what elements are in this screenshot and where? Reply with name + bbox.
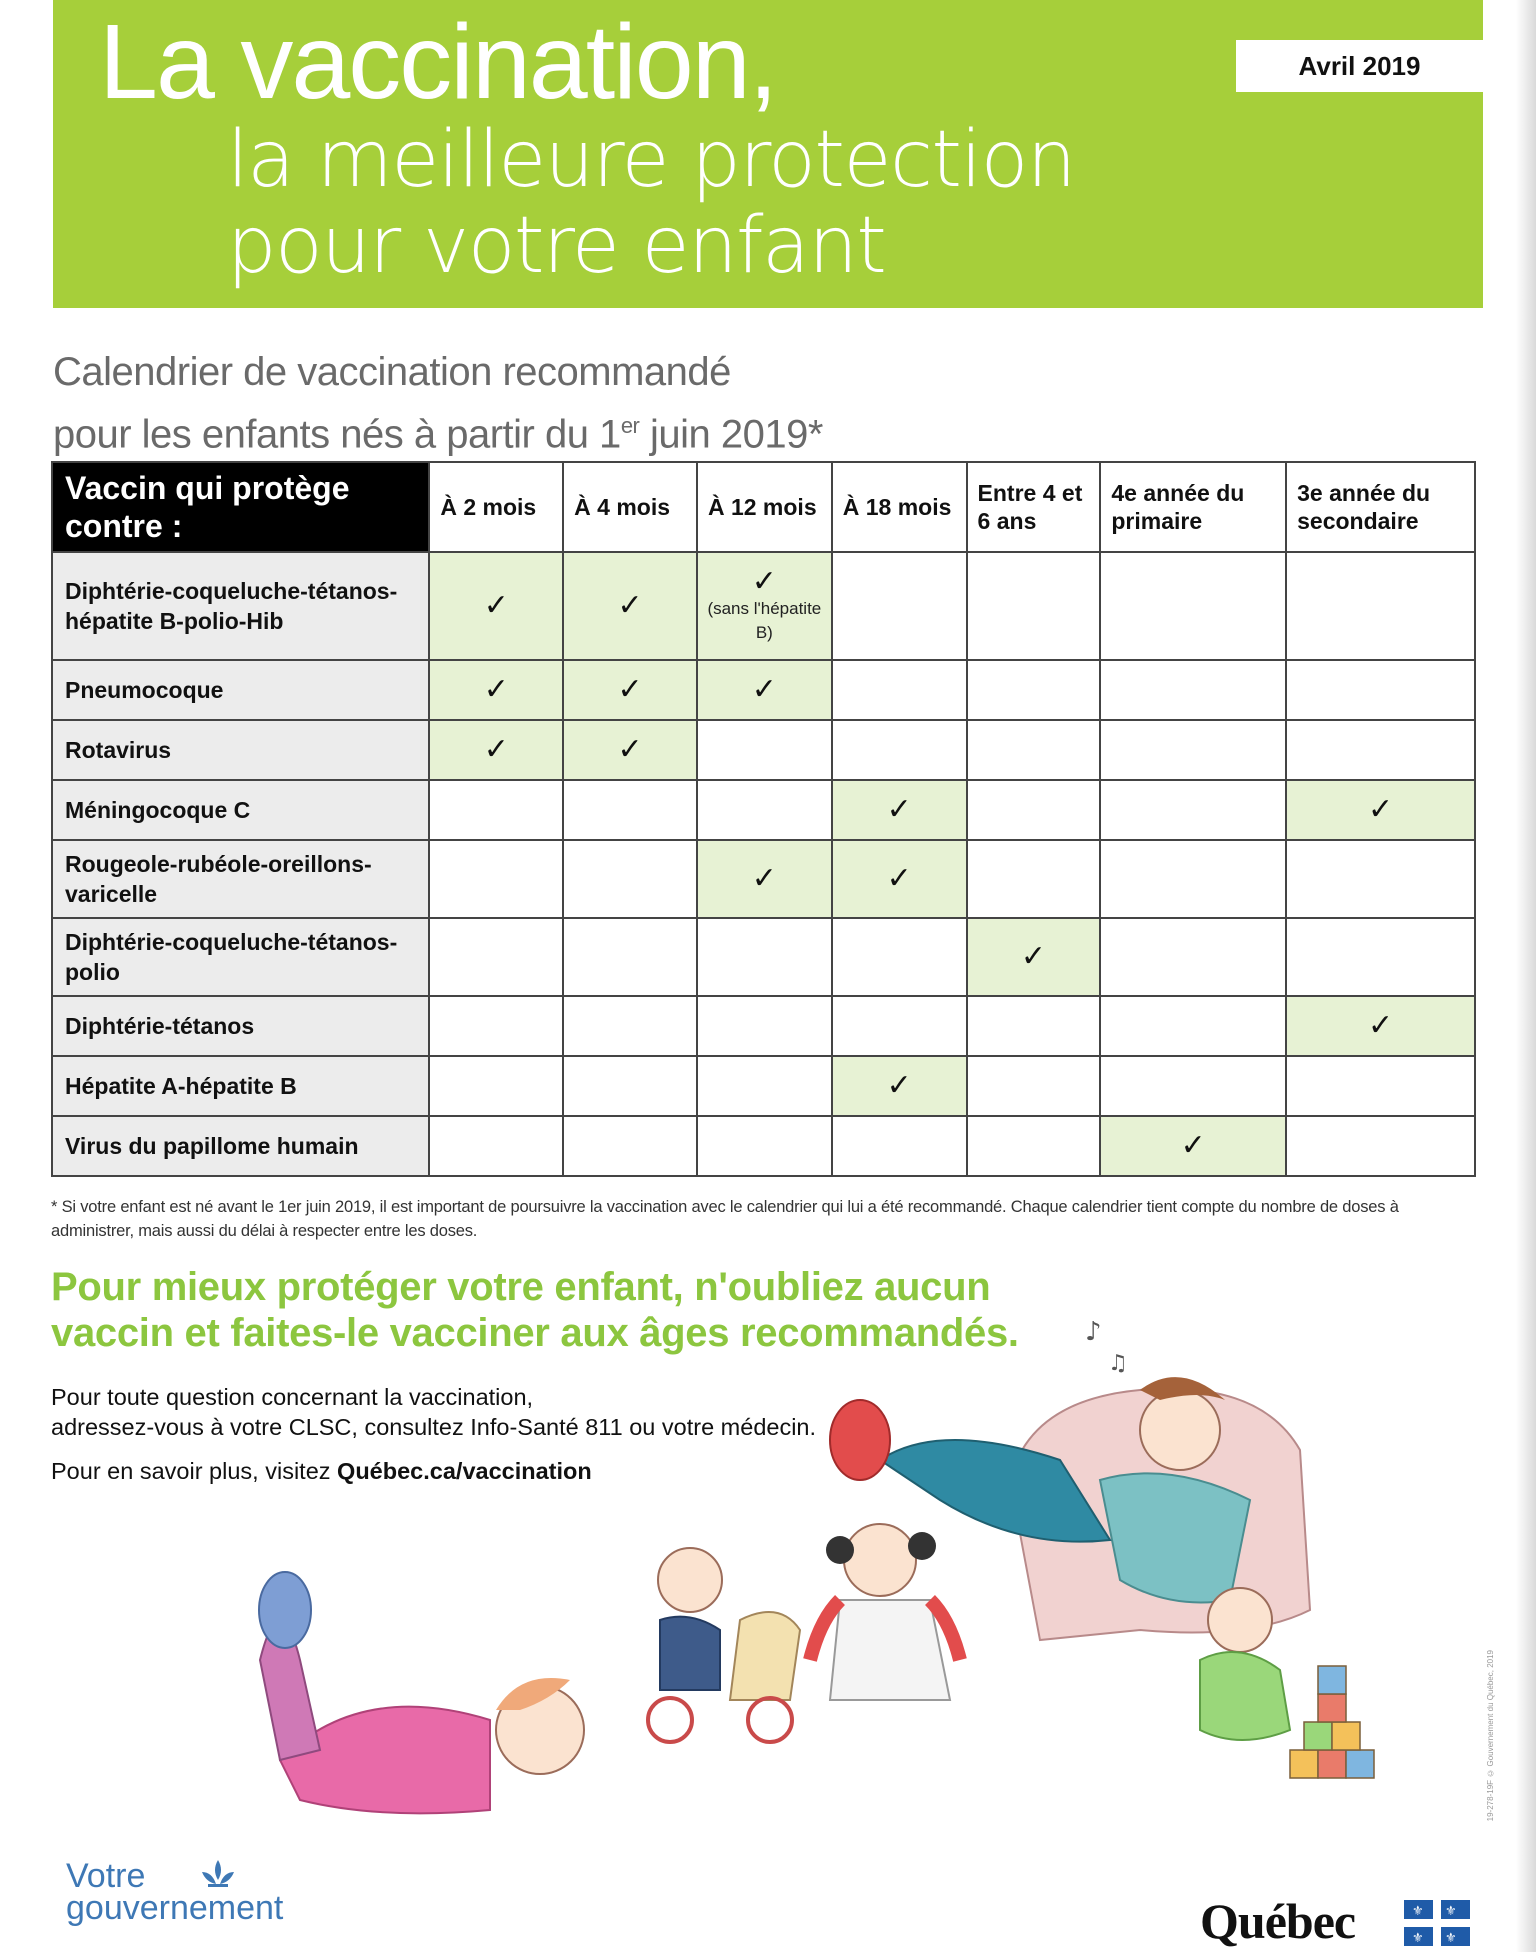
teen-shoe — [830, 1400, 890, 1480]
svg-text:⚜: ⚜ — [1445, 1904, 1457, 1919]
date-badge: Avril 2019 — [1236, 40, 1483, 92]
vaccine-column-header: Vaccin qui protège contre : — [52, 462, 429, 552]
checkmark-icon: ✓ — [617, 733, 643, 766]
schedule-cell — [832, 996, 967, 1056]
title-main: La vaccination, — [99, 3, 777, 121]
vaccine-name: Rougeole-rubéole-oreillons-varicelle — [52, 840, 429, 918]
boy-head — [658, 1548, 722, 1612]
checkmark-icon: ✓ — [617, 673, 643, 706]
col-header: À 12 mois — [697, 462, 832, 552]
schedule-cell — [697, 996, 832, 1056]
schedule-cell — [967, 918, 1101, 996]
checkmark-icon: ✓ — [483, 673, 509, 706]
schedule-cell — [967, 840, 1101, 918]
schedule-cell — [832, 840, 967, 918]
schedule-cell — [1100, 780, 1286, 840]
col-header: 3e année du secondaire — [1286, 462, 1475, 552]
table-row — [52, 1116, 1475, 1176]
svg-text:⚜: ⚜ — [1412, 1931, 1424, 1946]
vaccine-name: Diphtérie-coqueluche-tétanos-polio — [52, 918, 429, 996]
schedule-cell — [697, 840, 832, 918]
vaccine-name: Rotavirus — [52, 720, 429, 780]
schedule-cell — [1100, 720, 1286, 780]
svg-text:⚜: ⚜ — [1412, 1904, 1424, 1919]
schedule-cell — [1100, 1056, 1286, 1116]
girl-head — [844, 1524, 916, 1596]
schedule-cell — [1286, 720, 1475, 780]
schedule-cell — [1286, 1056, 1475, 1116]
schedule-cell — [563, 720, 697, 780]
boy-shirt — [660, 1617, 720, 1690]
schedule-subtitle — [53, 345, 823, 461]
contact-line-1: Pour toute question concernant la vaccination, — [51, 1384, 534, 1410]
checkmark-icon: ✓ — [751, 673, 777, 706]
checkmark-icon: ✓ — [886, 1069, 912, 1102]
schedule-cell — [563, 552, 697, 660]
col-header: À 18 mois — [832, 462, 967, 552]
contact-line-2: adressez-vous à votre CLSC, consultez Info-Santé 811 ou votre médecin. — [51, 1414, 817, 1440]
schedule-cell — [1286, 840, 1475, 918]
schedule-cell — [697, 1056, 832, 1116]
schedule-cell — [967, 996, 1101, 1056]
rocking-horse — [730, 1612, 800, 1700]
schedule-cell — [563, 996, 697, 1056]
col-header: À 4 mois — [563, 462, 697, 552]
schedule-cell — [563, 1056, 697, 1116]
schedule-cell — [563, 918, 697, 996]
table-row — [52, 918, 1475, 996]
title-subline-2: pour votre enfant — [227, 201, 886, 291]
cell-note: (sans l'hépatite B) — [707, 599, 822, 642]
table-row — [52, 1056, 1475, 1116]
schedule-cell — [967, 552, 1101, 660]
schedule-cell — [563, 780, 697, 840]
schedule-cell — [1100, 552, 1286, 660]
schedule-cell — [1286, 918, 1475, 996]
footnote: * Si votre enfant est né avant le 1er juin 2019, il est important de poursuivre la vaccination avec le calendrier qui lui a été recommandé. Chaque calendrier tient compte du nombre de doses à administrer, mais aussi du délai à respecter entre les doses. — [51, 1198, 1399, 1240]
website-link[interactable]: Québec.ca/vaccination — [337, 1458, 592, 1484]
slogan-line-2: vaccin et faites-le vacciner aux âges recommandés. — [51, 1311, 1019, 1355]
schedule-cell — [832, 720, 967, 780]
schedule-cell — [967, 1116, 1101, 1176]
schedule-cell — [1286, 660, 1475, 720]
vaccine-name: Pneumocoque — [52, 660, 429, 720]
col-header: À 2 mois — [429, 462, 563, 552]
vaccine-name: Diphtérie-tétanos — [52, 996, 429, 1056]
schedule-cell — [832, 918, 967, 996]
schedule-cell — [697, 720, 832, 780]
schedule-cell — [429, 1056, 563, 1116]
quebec-wordmark: Québec — [1200, 1893, 1356, 1949]
music-note-icon: ♫ — [1108, 1351, 1128, 1376]
side-credit: 19-278-19F © Gouvernement du Québec, 2019 — [1486, 1650, 1495, 1822]
table-row — [52, 840, 1475, 918]
checkmark-icon: ✓ — [1367, 793, 1394, 826]
teen-head — [1140, 1390, 1220, 1470]
schedule-cell — [1286, 1116, 1475, 1176]
vaccine-name: Virus du papillome humain — [52, 1116, 429, 1176]
checkmark-icon: ✓ — [1180, 1129, 1206, 1162]
table-row — [52, 720, 1475, 780]
girl-hair-bun — [826, 1536, 854, 1564]
vaccine-name: Méningocoque C — [52, 780, 429, 840]
schedule-cell — [697, 918, 832, 996]
subtitle-line-1: Calendrier de vaccination recommandé — [53, 350, 731, 394]
toddler-body — [1200, 1652, 1290, 1740]
table-row — [52, 552, 1475, 660]
toy-blocks — [1290, 1666, 1374, 1778]
slogan-line-1: Pour mieux protéger votre enfant, n'oubliez aucun — [51, 1265, 991, 1309]
vaccine-name: Hépatite A-hépatite B — [52, 1056, 429, 1116]
schedule-cell — [429, 1116, 563, 1176]
schedule-cell — [832, 660, 967, 720]
schedule-cell — [429, 720, 563, 780]
votre-gouvernement-logo — [66, 1857, 284, 1927]
schedule-cell — [1286, 780, 1475, 840]
children-illustration — [240, 1280, 1470, 1840]
schedule-cell — [832, 780, 967, 840]
checkmark-icon: ✓ — [1367, 1009, 1394, 1042]
checkmark-icon: ✓ — [1020, 940, 1047, 973]
checkmark-icon: ✓ — [751, 862, 777, 895]
schedule-cell — [697, 780, 832, 840]
checkmark-icon: ✓ — [886, 862, 912, 895]
table-row — [52, 996, 1475, 1056]
table-header-row — [52, 462, 1475, 552]
checkmark-icon: ✓ — [886, 793, 912, 826]
schedule-cell — [563, 840, 697, 918]
svg-text:⚜: ⚜ — [1445, 1931, 1457, 1946]
col-header: 4e année du primaire — [1100, 462, 1286, 552]
checkmark-icon: ✓ — [483, 733, 509, 766]
schedule-cell — [429, 660, 563, 720]
visit-prefix: Pour en savoir plus, visitez — [51, 1458, 338, 1484]
lying-girl-shoe — [259, 1572, 311, 1648]
schedule-cell — [1100, 1116, 1286, 1176]
checkmark-icon: ✓ — [617, 589, 643, 622]
schedule-cell — [967, 780, 1101, 840]
checkmark-icon: ✓ — [751, 565, 777, 598]
toy-wheel — [748, 1698, 792, 1742]
schedule-cell — [967, 720, 1101, 780]
schedule-cell — [1100, 918, 1286, 996]
schedule-cell — [429, 918, 563, 996]
toy-wheel — [648, 1698, 692, 1742]
quebec-flag-icon — [1404, 1900, 1470, 1946]
page-edge-shadow — [1516, 0, 1536, 1952]
schedule-cell — [563, 1116, 697, 1176]
schedule-cell — [429, 780, 563, 840]
col-header: Entre 4 et 6 ans — [967, 462, 1101, 552]
logo-votre-line-2: gouvernement — [66, 1889, 284, 1927]
schedule-cell — [967, 1056, 1101, 1116]
schedule-cell — [832, 1116, 967, 1176]
fleur-de-lis-icon — [198, 1858, 238, 1892]
schedule-cell — [697, 1116, 832, 1176]
header-banner — [53, 0, 1483, 308]
schedule-cell — [563, 660, 697, 720]
title-subline-1: la meilleure protection — [227, 115, 1075, 205]
girl-hair-bun — [908, 1532, 936, 1560]
schedule-cell — [1286, 552, 1475, 660]
logo-votre-line-1: Votre — [66, 1857, 146, 1895]
schedule-cell — [697, 660, 832, 720]
table-body — [52, 552, 1475, 1176]
schedule-cell — [1100, 996, 1286, 1056]
schedule-cell — [697, 552, 832, 660]
schedule-cell — [967, 660, 1101, 720]
schedule-cell — [429, 840, 563, 918]
music-note-icon: ♪ — [1085, 1317, 1102, 1347]
schedule-cell — [1100, 660, 1286, 720]
checkmark-icon: ✓ — [483, 589, 509, 622]
table-row — [52, 780, 1475, 840]
table-row — [52, 660, 1475, 720]
girl-overalls — [830, 1600, 950, 1700]
schedule-cell — [1100, 840, 1286, 918]
schedule-cell — [429, 552, 563, 660]
schedule-cell — [1286, 996, 1475, 1056]
vaccination-schedule-table — [51, 461, 1476, 1177]
schedule-cell — [429, 996, 563, 1056]
toddler-head — [1208, 1588, 1272, 1652]
schedule-cell — [832, 1056, 967, 1116]
schedule-cell — [832, 552, 967, 660]
vaccine-name: Diphtérie-coqueluche-tétanos-hépatite B-polio-Hib — [52, 552, 429, 660]
subtitle-line-2: pour les enfants nés à partir du 1er juin 2019* — [53, 412, 823, 457]
